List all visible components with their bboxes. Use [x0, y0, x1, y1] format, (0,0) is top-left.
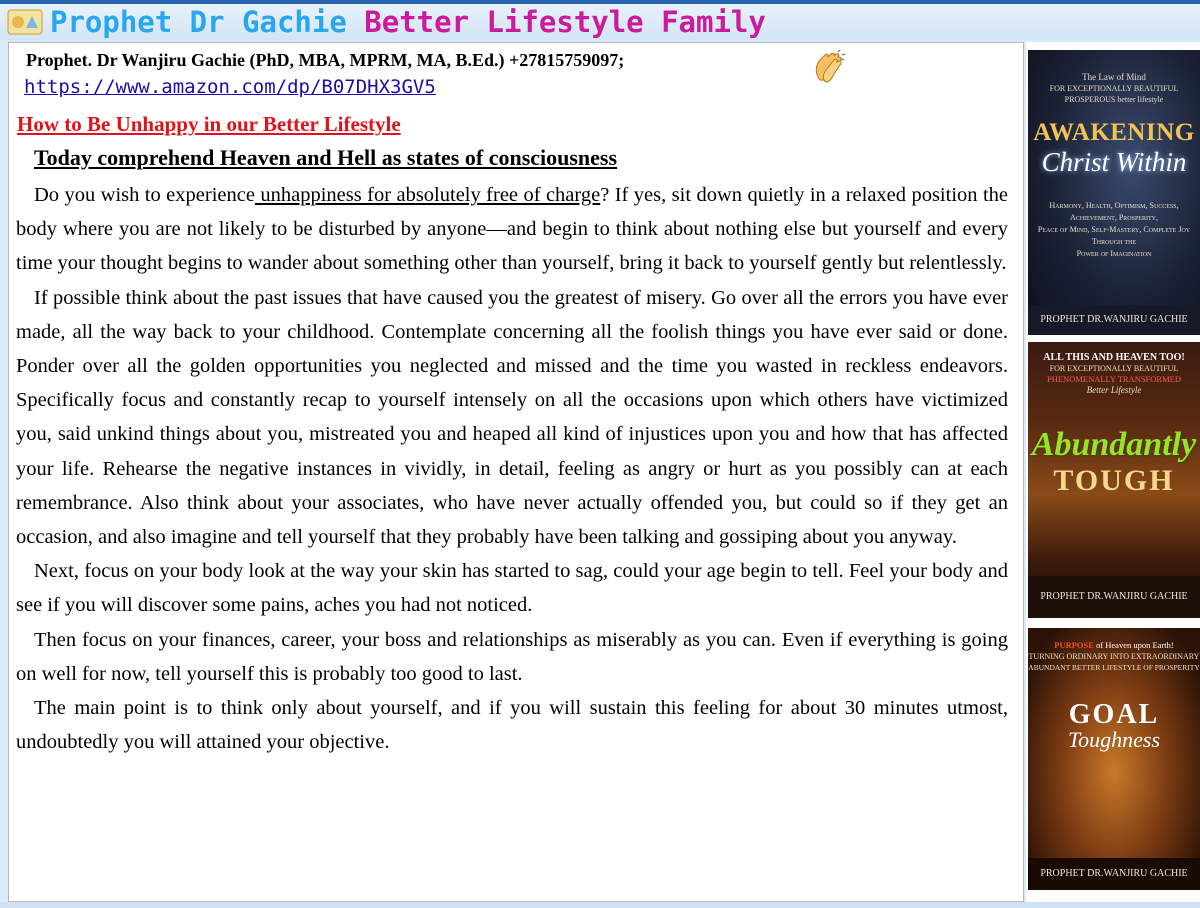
- book3-top-1b: of Heaven upon Earth!: [1093, 640, 1174, 650]
- paragraph-4: Then focus on your finances, career, your boss and relationships as miserably as you can. Even if everything is going on well for now, tell yourself this is probably too good to last.: [16, 628, 1008, 685]
- paragraph-2: If possible think about the past issues that have caused you the greatest of misery. Go over all the errors you have ever made, all the way back to your childhood. Contemplate concerning all the foolish things you have ever said or done. Ponder over all the golden opportunities you neglected and missed and the time you wasted in reckless endeavors. Specifically focus and constantly recap to yourself intensely on all the occasions upon which others have victimized you, said unkind things about you, mistreated you and heaped all kind of injustices upon you and how that has affected your life. Rehearse the negative instances in vividly, in detail, feeling as angry or hurt as you possibly can at each remembrance. Also think about your associates, who have never actually offended you, but could so if they get an occasion, and also imagine and tell yourself that they probably have been talking and gossiping about you anyway.: [16, 286, 1008, 549]
- title-part-2: Better Lifestyle Family: [364, 5, 766, 39]
- page-title: [50, 4, 766, 40]
- book2-title-1: Abundantly: [1031, 426, 1197, 463]
- book1-title-2: Christ Within: [1041, 147, 1187, 177]
- book2-title-2: TOUGH: [1053, 464, 1175, 497]
- logo-icon: [6, 6, 44, 38]
- article-subheading: Today comprehend Heaven and Hell as states of consciousness: [34, 145, 618, 170]
- book1-sub-2: Achievement, Prosperity,: [1070, 213, 1158, 222]
- book3-title-2: Toughness: [1067, 727, 1161, 752]
- page-header: [0, 4, 1200, 40]
- article-body: [16, 178, 1008, 759]
- book1-top-1: The Law of Mind: [1082, 72, 1146, 82]
- paragraph-1-end: ? If yes, sit down quietly in a relaxed position the body where you are not likely to be disturbed by anyone—and begin to think about nothing else but yourself and every time your thought begins to wander about something other than yourself, bring it back to yourself gently but relentlessly.: [16, 184, 1008, 275]
- book3-top-1a: PURPOSE: [1054, 640, 1094, 650]
- paragraph-5: The main point is to think only about yourself, and if you will sustain this feeling for about 30 minutes utmost, undoubtedly you will attained your objective.: [16, 697, 1008, 754]
- book2-top-3: PHENOMENALLY TRANSFORMED: [1047, 374, 1181, 384]
- book1-top-2: FOR EXCEPTIONALLY BEAUTIFUL: [1049, 84, 1179, 93]
- paragraph-1-start: Do you wish to experience: [34, 184, 255, 206]
- paragraph-1-underlined: unhappiness for absolutely free of charge: [254, 184, 601, 206]
- book3-title-1: GOAL: [1068, 699, 1160, 730]
- clapping-hands-icon: [812, 50, 846, 86]
- paragraph-3: Next, focus on your body look at the way your skin has started to sag, could your age begin to tell. Feel your body and see if you will discover some pains, aches you had not noticed.: [16, 560, 1008, 617]
- amazon-link[interactable]: https://www.amazon.com/dp/B07DHX3GV5: [24, 76, 436, 98]
- book2-top-2: FOR EXCEPTIONALLY BEAUTIFUL: [1049, 364, 1179, 373]
- book-cover-awakening: [1028, 50, 1200, 335]
- book3-top-3: ABUNDANT BETTER LIFESTYLE OF PROSPERITY: [1028, 663, 1200, 672]
- book1-top-3: PROSPEROUS better lifestyle: [1064, 95, 1164, 104]
- book3-author: PROPHET DR.WANJIRU GACHIE: [1028, 858, 1200, 890]
- book1-author: PROPHET DR.WANJIRU GACHIE: [1028, 305, 1200, 335]
- book1-title-1: AWAKENING: [1033, 119, 1195, 146]
- author-line: Prophet. Dr Wanjiru Gachie (PhD, MBA, MPRM, MA, B.Ed.) +27815759097;: [26, 50, 625, 70]
- book3-top-2: TURNING ORDINARY INTO EXTRAORDINARY: [1028, 652, 1200, 661]
- book2-top-1: ALL THIS AND HEAVEN TOO!: [1043, 352, 1185, 363]
- article-heading: How to Be Unhappy in our Better Lifestyle: [17, 112, 401, 136]
- book1-sub-5: Power of Imagination: [1076, 249, 1152, 258]
- book1-sub-3: Peace of Mind, Self-Mastery, Complete Joy: [1037, 225, 1191, 234]
- book2-top-4: Better Lifestyle: [1086, 385, 1142, 395]
- book1-sub-4: Through the: [1091, 237, 1137, 246]
- book-cover-goal-toughness: [1028, 628, 1200, 890]
- book1-sub-1: Harmony, Health, Optimism, Success,: [1049, 201, 1179, 210]
- paragraph-1: [16, 178, 1008, 281]
- book-cover-abundantly-tough: [1028, 342, 1200, 618]
- bottom-border: [0, 902, 1200, 908]
- book2-author: PROPHET DR.WANJIRU GACHIE: [1028, 576, 1200, 618]
- title-part-1: Prophet Dr Gachie: [50, 5, 347, 39]
